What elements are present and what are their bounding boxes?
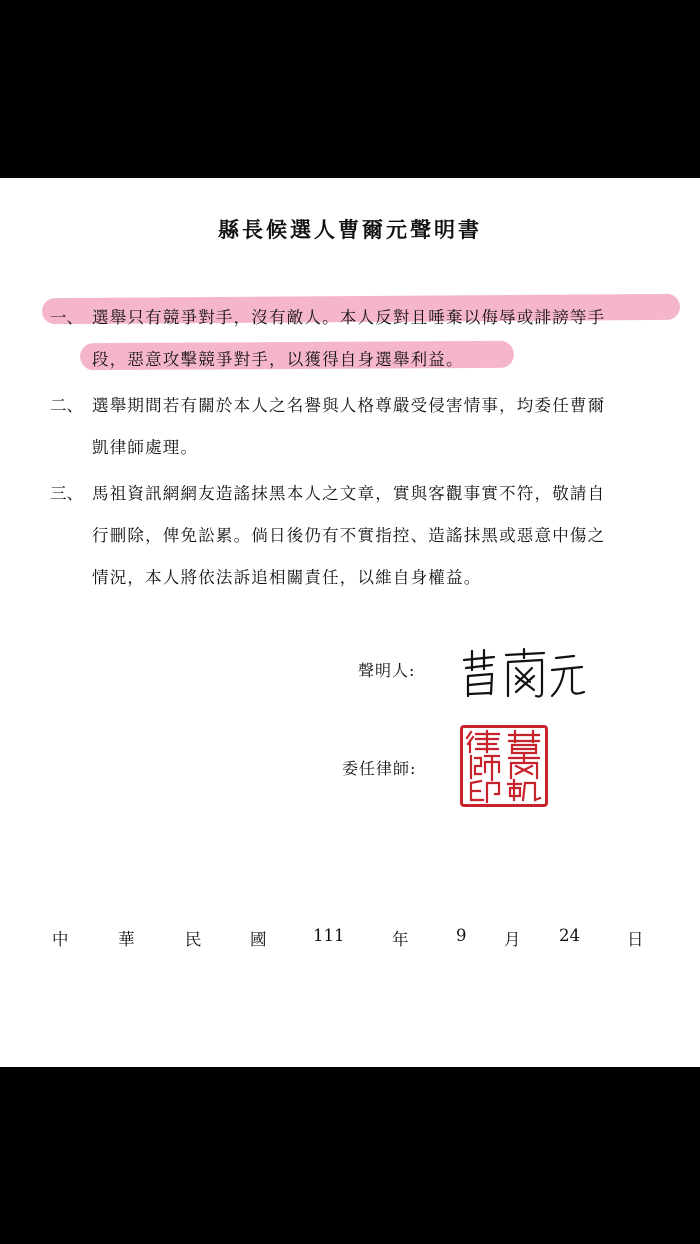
item-number: 一、 bbox=[50, 308, 83, 327]
lawyer-seal-stamp bbox=[460, 725, 548, 807]
date-part: 國 bbox=[250, 930, 267, 949]
declarant-signature bbox=[458, 646, 588, 702]
date-part: 日 bbox=[627, 930, 644, 949]
item-line: 段，惡意攻擊競爭對手，以獲得自身選舉利益。 bbox=[92, 350, 464, 369]
item-line: 行刪除，俾免訟累。倘日後仍有不實指控、造謠抹黑或惡意中傷之 bbox=[92, 526, 606, 545]
lawyer-label: 委任律師: bbox=[342, 759, 417, 778]
date-month: 9 bbox=[456, 926, 467, 945]
item-line: 凱律師處理。 bbox=[92, 438, 199, 457]
item-line: 選舉只有競爭對手，沒有敵人。本人反對且唾棄以侮辱或誹謗等手 bbox=[92, 308, 606, 327]
item-line: 情況，本人將依法訴追相關責任，以維自身權益。 bbox=[92, 568, 482, 587]
declarant-label: 聲明人: bbox=[358, 661, 416, 680]
date-year: 111 bbox=[313, 926, 345, 945]
item-number: 二、 bbox=[50, 396, 83, 415]
item-number: 三、 bbox=[50, 484, 83, 503]
date-part: 年 bbox=[392, 930, 409, 949]
date-part: 中 bbox=[52, 930, 69, 949]
item-line: 選舉期間若有關於本人之名譽與人格尊嚴受侵害情事，均委任曹爾 bbox=[92, 396, 606, 415]
date-part: 華 bbox=[118, 930, 135, 949]
item-line: 馬祖資訊網網友造謠抹黑本人之文章，實與客觀事實不符，敬請自 bbox=[92, 484, 606, 503]
date-part: 民 bbox=[185, 930, 202, 949]
date-day: 24 bbox=[559, 926, 580, 945]
document-title: 縣長候選人曹爾元聲明書 bbox=[218, 217, 482, 242]
date-part: 月 bbox=[504, 930, 521, 949]
document-page bbox=[0, 178, 700, 1067]
